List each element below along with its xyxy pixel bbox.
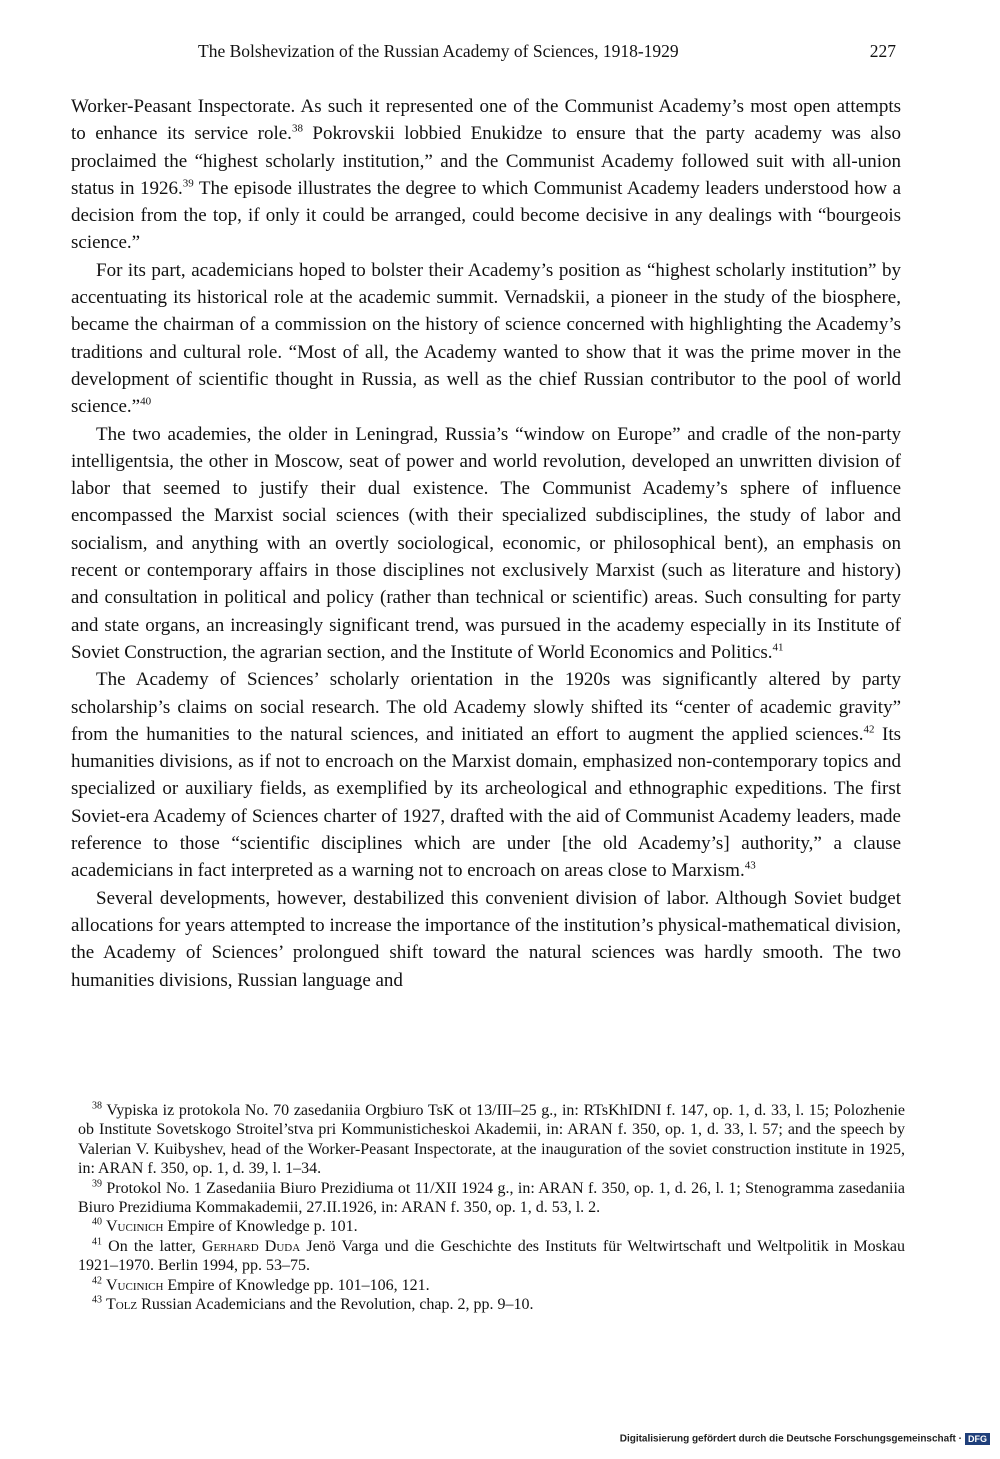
footnote-ref-40[interactable]: 40 [140, 395, 152, 408]
main-text [71, 93, 901, 994]
footnote-ref-42[interactable]: 42 [863, 723, 875, 736]
footnote-ref-41[interactable]: 41 [772, 641, 784, 654]
paragraph-3: The two academies, the older in Leningrad, Russia’s “window on Europe” and cradle of the non-party intelligentsia, the other in Moscow, seat of power and world revolution, developed an unwritten division of labor that seemed to justify their dual existence. The Communist Academy’s sphere of influence encompassed the Marxist social sciences (with their specialized subdisciplines, the study of labor and socialism, and anything with an overtly sociological, economic, or philosophical bent), an emphasis on recent or contemporary affairs in those disciplines not exclusively Marxist (such as literature and history) and consultation in political and policy (rather than technical or scientific) areas. Such consulting for party and state organs, an increasingly significant trend, was pursued in the academy especially in its Institute of Soviet Construction, the agrarian section, and the Institute of World Economics and Politics.$^{41}$ [71, 423, 901, 663]
running-title: The Bolshevization of the Russian Academy of Sciences, 1918-1929 [198, 41, 679, 61]
footnote-38: $^{38}$ Vypiska iz protokola No. 70 zasedaniia Orgbiuro TsK ot 13/III–25 g., in: RTsKhIDNI f. 147, op. 1, d. 33, l. 15; Polozhenie ob Institute Sovetskogo Stroitel’stva pri Kommunisticheskoi Akademii, in: ARAN f. 350, op. 1, d. 33, l. 57; and the speech by Valerian V. Kuibyshev, head of the Worker-Peasant Inspectorate, at the inauguration of the soviet construction institute in 1925, in: ARAN f. 350, op. 1, d. 39, l. 1–34. [78, 1100, 905, 1178]
footnote-43: $^{43}$ Tolz Russian Academicians and the Revolution, chap. 2, pp. 9–10. [92, 1294, 534, 1314]
digitization-note: Digitalisierung gefördert durch die Deutsche Forschungsgemeinschaft · [619, 1433, 962, 1445]
footnote-40: $^{40}$ Vucinich Empire of Knowledge p. 101. [92, 1217, 358, 1236]
paragraph-5: Several developments, however, destabilized this convenient division of labor. Although Soviet budget allocations for years attempted to increase the importance of the institution’s physical-mathematical division, the Academy of Sciences’ prolongued shift toward the natural sciences was hardly smooth. The two humanities divisions, Russian language and [71, 887, 901, 991]
author-name: Vucinich [106, 1218, 164, 1236]
footnote-ref-39[interactable]: 39 [182, 177, 194, 190]
page-number: 227 [869, 41, 896, 61]
footnote-ref-38[interactable]: 38 [291, 122, 303, 135]
author-name: Gerhard Duda [201, 1237, 301, 1255]
footnote-39: $^{39}$ Protokol No. 1 Zasedaniia Biuro Prezidiuma ot 11/XII 1924 g., in: ARAN f. 350, op. 1, d. 26, l. 1; Stenogramma zasedaniia Biuro Prezidiuma Kommakademii, 27.II.1926, in: ARAN f. 350, op. 1, d. 53, l. 2. [78, 1178, 906, 1217]
footnote-42: $^{42}$ Vucinich Empire of Knowledge pp. 101–106, 121. [92, 1275, 430, 1294]
footnotes [78, 1101, 905, 1314]
paragraph-1: Worker-Peasant Inspectorate. As such it represented one of the Communist Academy’s most open attempts to enhance its service role.$^{38}$ Pokrovskii lobbied Enukidze to ensure that the party academy was also proclaimed the “highest scholarly institution,” and the Communist Academy followed suit with all-union status in 1926.39 The episode illustrates the degree to which Communist Academy leaders understood how a decision from the top, if only it could be arranged, could become decisive in any dealings with “bourgeois science.” [71, 96, 902, 254]
paragraph-4: The Academy of Sciences’ scholarly orientation in the 1920s was significantly altered by party scholarship’s claims on social research. The old Academy slowly shifted its “center of academic gravity” from the humanities to the natural sciences, and initiated an effort to augment the applied sciences.$^{42}$ Its humanities divisions, as if not to encroach on the Marxist domain, emphasized non-contemporary topics and specialized or auxiliary fields, as exemplified by its archeological and ethnographic expeditions. The first Soviet-era Academy of Sciences charter of 1927, drafted with the aid of Communist Academy leaders, made reference to those “scientific disciplines which are under [the old Academy’s] authority,” a clause academicians in fact interpreted as a warning not to encroach on areas close to Marxism.$^{43}$ [71, 669, 901, 882]
author-name: Tolz [106, 1296, 138, 1314]
paragraph-2: For its part, academicians hoped to bolster their Academy’s position as “highest scholarly institution” by accentuating its historical role at the academic summit. Vernadskii, a pioneer in the study of the biosphere, became the chairman of a commission on the history of science concerned with highlighting the Academy’s traditions and cultural role. “Most of all, the Academy wanted to show that it was the prime mover in the development of scientific thought in Russia, as well as the chief Russian contributor to the pool of world science.”$^{40}$ [71, 259, 901, 418]
footnote-41: $^{41}$ On the latter, Gerhard Duda Jenö Varga und die Geschichte des Instituts für Weltwirtschaft und Weltpolitik in Moskau 1921–1970. Berlin 1994, pp. 53–75. [78, 1236, 906, 1275]
author-name: Vucinich [106, 1276, 164, 1294]
digitization-credit [620, 1433, 990, 1445]
footnote-ref-43[interactable]: 43 [744, 859, 756, 872]
dfg-logo: DFG [965, 1433, 990, 1445]
